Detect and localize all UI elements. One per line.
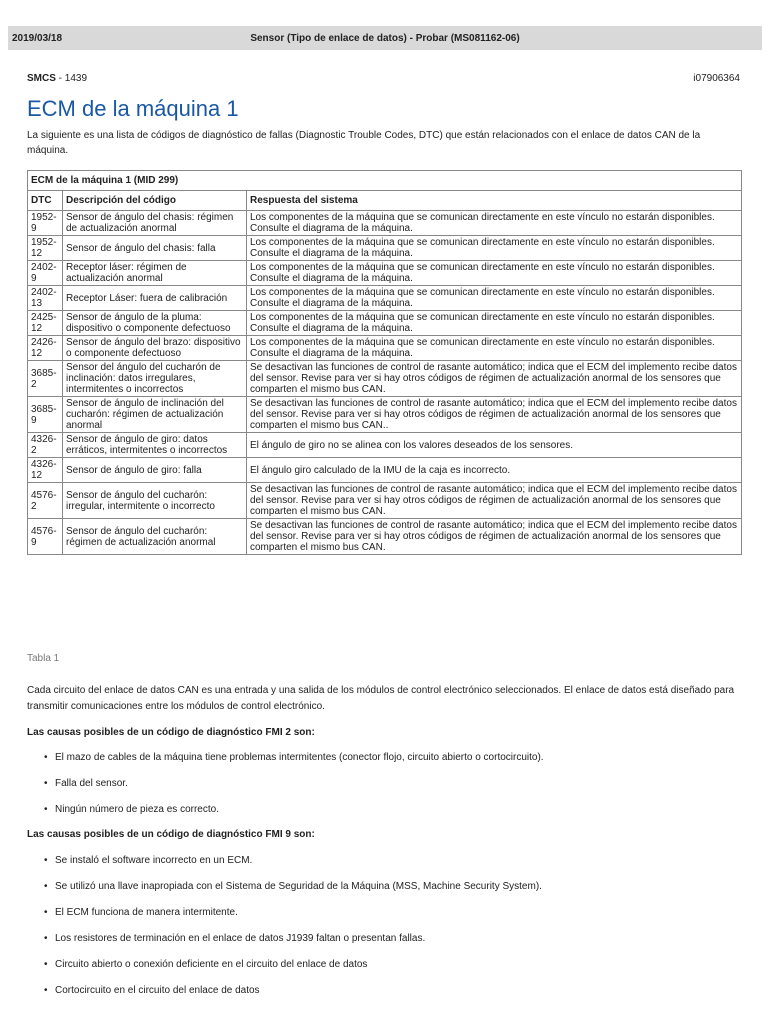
- document-title: Sensor (Tipo de enlace de datos) - Probar (MS081162-06): [250, 33, 520, 44]
- fmi2-list: [27, 751, 544, 829]
- table-row: [28, 458, 742, 483]
- table-caption: Tabla 1: [27, 653, 60, 664]
- response-cell: Los componentes de la máquina que se comunican directamente en este vínculo no estarán disponibles. Consulte el diagrama de la máquina.: [247, 286, 742, 311]
- table-row: [28, 311, 742, 336]
- smcs-value: - 1439: [55, 73, 88, 84]
- section-heading: ECM de la máquina 1: [27, 96, 239, 121]
- col-header-response: Respuesta del sistema: [247, 191, 742, 211]
- response-cell: Se desactivan las funciones de control de rasante automático; indica que el ECM del implemento recibe datos del sensor. Revise para ver si hay otros códigos de régimen de actualización anormal de los sensores que comparten el mismo bus CAN.: [247, 519, 742, 555]
- intro-paragraph: La siguiente es una lista de códigos de diagnóstico de fallas (Diagnostic Trouble Codes, DTC) que están relacionados con el enlace de datos CAN de la máquina.: [27, 130, 701, 156]
- description-cell: Sensor del ángulo del cucharón de inclinación: datos irregulares, intermitentes o incorrectos: [63, 361, 247, 397]
- dtc-cell: 4326-2: [28, 433, 63, 458]
- list-item: • Cortocircuito en el circuito del enlace de datos: [44, 985, 260, 996]
- can-description-paragraph: Cada circuito del enlace de datos CAN es una entrada y una salida de los módulos de control electrónico seleccionados. El enlace de datos está diseñado para transmitir comunicaciones entre los módulos de control electrónico.: [27, 685, 735, 712]
- description-cell: Sensor de ángulo de inclinación del cucharón: régimen de actualización anormal: [63, 397, 247, 433]
- dtc-cell: 1952-9: [28, 211, 63, 236]
- bullet-icon: •: [44, 959, 48, 970]
- description-cell: Receptor Láser: fuera de calibración: [63, 286, 247, 311]
- list-item: • Circuito abierto o conexión deficiente en el circuito del enlace de datos: [44, 959, 368, 970]
- smcs-label: SMCS: [27, 73, 56, 84]
- response-cell: Se desactivan las funciones de control de rasante automático; indica que el ECM del implemento recibe datos del sensor. Revise para ver si hay otros códigos de régimen de actualización anormal de los sensores que comparten el mismo bus CAN.: [247, 361, 742, 397]
- dtc-cell: 2426-12: [28, 336, 63, 361]
- col-header-description: Descripción del código: [63, 191, 247, 211]
- dtc-cell: 2402-9: [28, 261, 63, 286]
- dtc-cell: 2402-13: [28, 286, 63, 311]
- response-cell: El ángulo de giro no se alinea con los valores deseados de los sensores.: [247, 433, 742, 458]
- document-id: i07906364: [693, 73, 740, 84]
- table-row: [28, 519, 742, 555]
- list-item: • Falla del sensor.: [44, 778, 128, 789]
- dtc-cell: 4326-12: [28, 458, 63, 483]
- response-cell: El ángulo giro calculado de la IMU de la caja es incorrecto.: [247, 458, 742, 483]
- smcs-code: [27, 73, 87, 84]
- bullet-icon: •: [44, 752, 48, 763]
- description-cell: Sensor de ángulo del chasis: falla: [63, 236, 247, 261]
- dtc-cell: 4576-9: [28, 519, 63, 555]
- bullet-icon: •: [44, 907, 48, 918]
- table-row: [28, 361, 742, 397]
- table-row: [28, 211, 742, 236]
- list-item: • El mazo de cables de la máquina tiene problemas intermitentes (conector flojo, circuito abierto o cortocircuito).: [44, 752, 544, 763]
- description-cell: Receptor láser: régimen de actualización anormal: [63, 261, 247, 286]
- description-cell: Sensor de ángulo del brazo: dispositivo o componente defectuoso: [63, 336, 247, 361]
- col-header-dtc: DTC: [28, 191, 63, 211]
- page-header-bar: [8, 26, 762, 50]
- print-date: 2019/03/18: [12, 33, 63, 44]
- fmi9-heading: Las causas posibles de un código de diagnóstico FMI 9 son:: [27, 829, 315, 840]
- table-row: [28, 483, 742, 519]
- dtc-cell: 4576-2: [28, 483, 63, 519]
- table-row: [28, 286, 742, 311]
- dtc-cell: 3685-2: [28, 361, 63, 397]
- description-cell: Sensor de ángulo de giro: datos erráticos, intermitentes o incorrectos: [63, 433, 247, 458]
- response-cell: Se desactivan las funciones de control de rasante automático; indica que el ECM del implemento recibe datos del sensor. Revise para ver si hay otros códigos de régimen de actualización anormal de los sensores que comparten el mismo bus CAN.: [247, 483, 742, 519]
- description-cell: Sensor de ángulo del chasis: régimen de actualización anormal: [63, 211, 247, 236]
- dtc-cell: 2425-12: [28, 311, 63, 336]
- bullet-icon: •: [44, 804, 48, 815]
- table-row: [28, 336, 742, 361]
- list-item: • Se instaló el software incorrecto en un ECM.: [44, 855, 253, 866]
- response-cell: Se desactivan las funciones de control de rasante automático; indica que el ECM del implemento recibe datos del sensor. Revise para ver si hay otros códigos de régimen de actualización anormal de los sensores que comparten el mismo bus CAN..: [247, 397, 742, 433]
- description-cell: Sensor de ángulo del cucharón: régimen de actualización anormal: [63, 519, 247, 555]
- response-cell: Los componentes de la máquina que se comunican directamente en este vínculo no estarán disponibles. Consulte el diagrama de la máquina.: [247, 261, 742, 286]
- description-cell: Sensor de ángulo de la pluma: dispositivo o componente defectuoso: [63, 311, 247, 336]
- table-title: ECM de la máquina 1 (MID 299): [28, 171, 742, 191]
- list-item: • Los resistores de terminación en el enlace de datos J1939 faltan o presentan fallas.: [44, 933, 426, 944]
- dtc-cell: 3685-9: [28, 397, 63, 433]
- table-row: [28, 261, 742, 286]
- response-cell: Los componentes de la máquina que se comunican directamente en este vínculo no estarán disponibles. Consulte el diagrama de la máquina.: [247, 311, 742, 336]
- description-cell: Sensor de ángulo del cucharón: irregular, intermitente o incorrecto: [63, 483, 247, 519]
- table-row: [28, 397, 742, 433]
- fmi9-list: [27, 854, 542, 1010]
- description-cell: Sensor de ángulo de giro: falla: [63, 458, 247, 483]
- list-item: • Ningún número de pieza es correcto.: [44, 804, 219, 815]
- table-body: [28, 211, 742, 555]
- response-cell: Los componentes de la máquina que se comunican directamente en este vínculo no estarán disponibles. Consulte el diagrama de la máquina.: [247, 336, 742, 361]
- list-item: • Se utilizó una llave inapropiada con el Sistema de Seguridad de la Máquina (MSS, Machine Security System).: [44, 881, 542, 892]
- table-row: [28, 433, 742, 458]
- response-cell: Los componentes de la máquina que se comunican directamente en este vínculo no estarán disponibles. Consulte el diagrama de la máquina.: [247, 211, 742, 236]
- bullet-icon: •: [44, 881, 48, 892]
- bullet-icon: •: [44, 985, 48, 996]
- table-row: [28, 236, 742, 261]
- dtc-cell: 1952-12: [28, 236, 63, 261]
- bullet-icon: •: [44, 855, 48, 866]
- list-item: • El ECM funciona de manera intermitente.: [44, 907, 238, 918]
- fmi2-heading: Las causas posibles de un código de diagnóstico FMI 2 son:: [27, 727, 315, 738]
- dtc-table: [27, 170, 742, 555]
- bullet-icon: •: [44, 933, 48, 944]
- response-cell: Los componentes de la máquina que se comunican directamente en este vínculo no estarán disponibles. Consulte el diagrama de la máquina.: [247, 236, 742, 261]
- bullet-icon: •: [44, 778, 48, 789]
